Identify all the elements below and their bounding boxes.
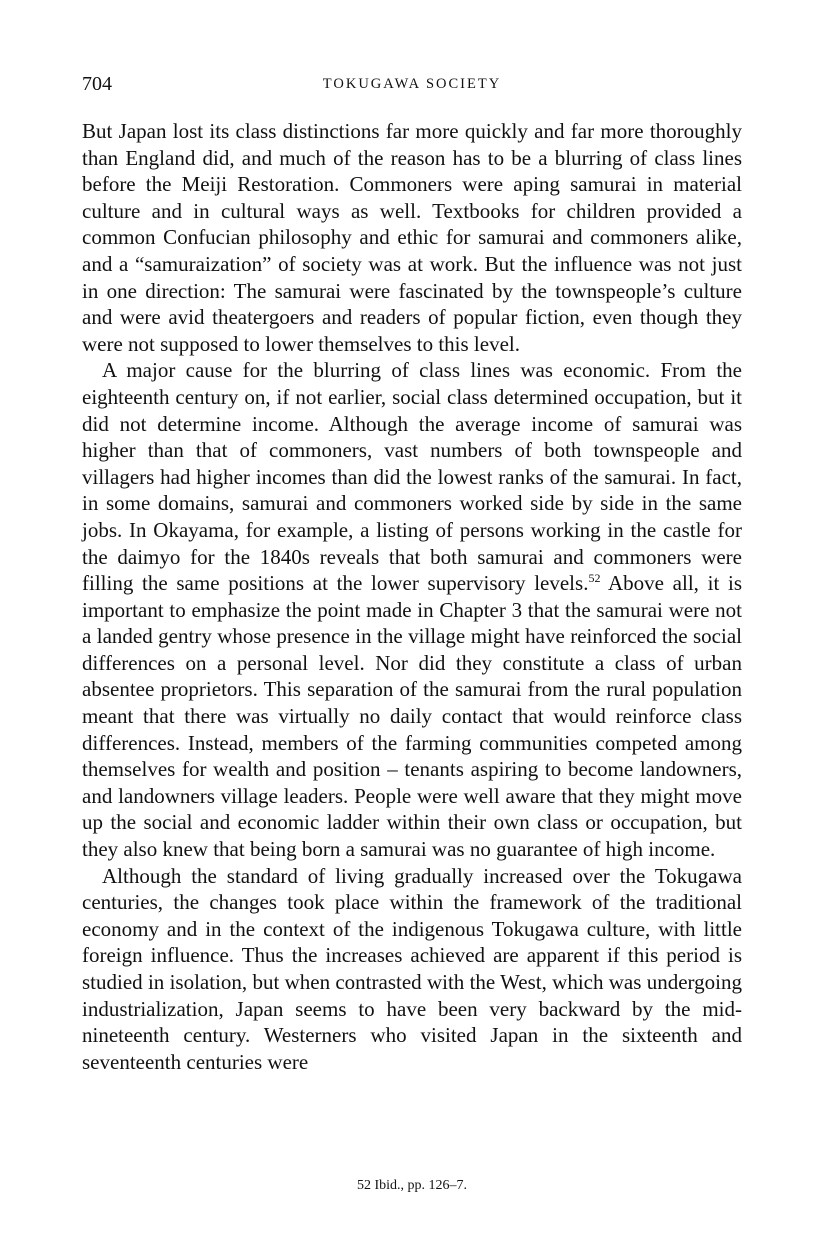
paragraph-2-text-after-note: Above all, it is important to emphasize the point made in Chapter 3 that the samurai were not a landed gentry whose presence in the village might have reinforced the social differences on a personal level. Nor did they constitute a class of urban absentee proprietors. This separation of the samurai from the rural population meant that there was virtually no daily contact that would reinforce class differences. Instead, members of the farming communities competed among themselves for wealth and position – tenants aspiring to become landowners, and landowners village leaders. People were well aware that they might move up the social and economic ladder within their own class or occupation, but they also knew that being born a samurai was no guarantee of high income.: [82, 571, 743, 862]
book-page: [82, 70, 742, 1075]
paragraph-2-text-before-note: A major cause for the blurring of class lines was economic. From the eighteenth century on, if not earlier, social class determined occupation, but it did not determine income. Although the average income of samurai was higher than that of commoners, vast numbers of both townspeople and villagers had higher incomes than did the lowest ranks of the samurai. In fact, in some domains, samurai and commoners worked side by side in the same jobs. In Okayama, for example, a listing of persons working in the castle for the daimyo for the 1840s reveals that both samurai and commoners were filling the same positions at the lower supervisory levels.: [82, 358, 742, 596]
running-head: [82, 70, 742, 98]
footnote-reference: 52: [588, 571, 601, 586]
footnote: 52 Ibid., pp. 126–7.: [356, 1178, 468, 1193]
body-text: [82, 118, 742, 1075]
page-number: 704: [82, 73, 112, 95]
paragraph-1: But Japan lost its class distinctions far more quickly and far more thoroughly than England did, and much of the reason has to be a blurring of class lines before the Meiji Restoration. Commoners were aping samurai in material culture and in cultural ways as well. Textbooks for children provided a common Confucian philosophy and ethic for samurai and commoners alike, and a “samuraization” of society was at work. But the influence was not just in one direction: The samurai were fascinated by the townspeople’s culture and were avid theatergoers and readers of popular fiction, even though they were not supposed to lower themselves to this level.: [82, 119, 742, 356]
paragraph-3: Although the standard of living gradually increased over the Tokugawa centuries, the changes took place within the framework of the traditional economy and in the context of the indigenous Tokugawa culture, with little foreign influence. Thus the increases achieved are apparent if this period is studied in isolation, but when contrasted with the West, which was undergoing industrialization, Japan seems to have been very backward by the mid-nineteenth century. Westerners who visited Japan in the sixteenth and seventeenth centuries were: [82, 863, 742, 1074]
paragraph-2: [82, 357, 742, 862]
running-title: TOKUGAWA SOCIETY: [322, 76, 502, 92]
